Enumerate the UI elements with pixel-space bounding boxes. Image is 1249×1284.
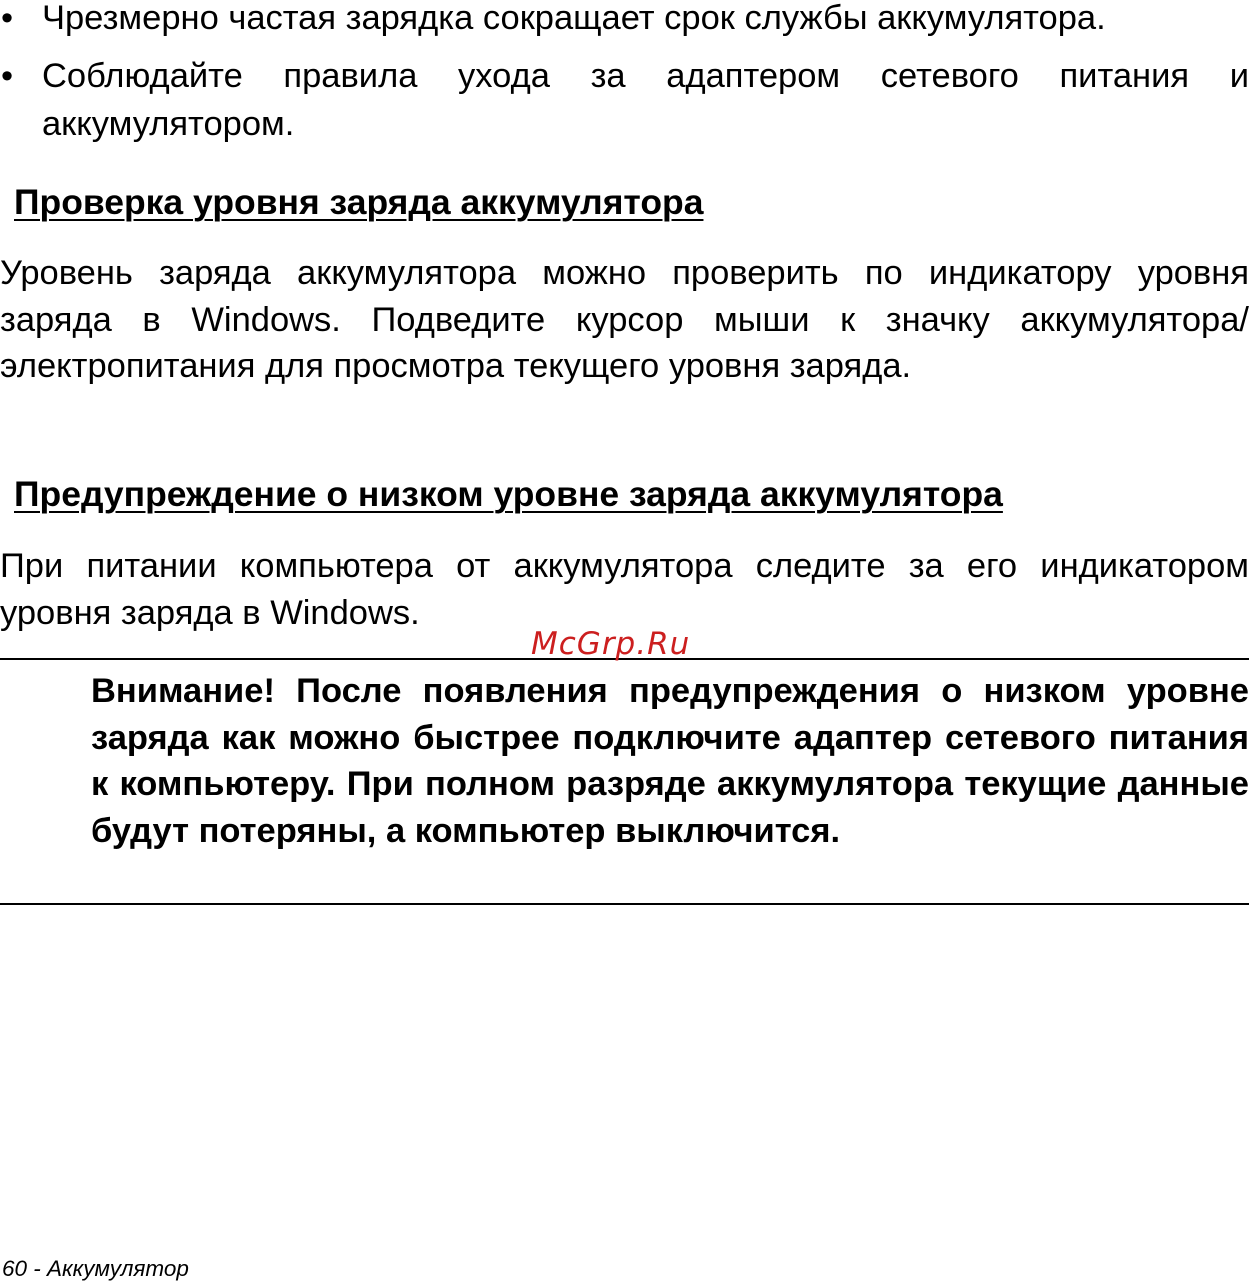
list-item — [0, 52, 1249, 148]
bullet-mark: • — [1, 57, 14, 95]
section-heading-battery-check: Проверка уровня заряда аккумулятора — [14, 182, 704, 222]
list-item — [0, 0, 1249, 42]
section-body-battery-check: Уровень заряда аккумулятора можно проверить по индикатору уровня заряда в Windows. Подведите курсор мыши к значку аккумулятора/электропитания для просмотра текущего уровня заряда. — [0, 254, 1249, 385]
bullet-mark: • — [1, 0, 14, 37]
notice-bottom-divider — [0, 903, 1249, 905]
bullet-text: Соблюдайте правила ухода за адаптером сетевого питания и аккумулятором. — [42, 57, 1249, 143]
section-body-low-battery-warning: При питании компьютера от аккумулятора следите за его индикатором уровня заряда в Windows. — [0, 547, 1249, 632]
bullet-text: Чрезмерно частая зарядка сокращает срок службы аккумулятора. — [42, 0, 1106, 37]
page-footer: 60 - Аккумулятор — [2, 1256, 189, 1281]
section-heading-low-battery-warning: Предупреждение о низком уровне заряда аккумулятора — [14, 474, 1003, 514]
watermark: McGrp.Ru — [531, 626, 691, 662]
warning-notice: Внимание! После появления предупреждения о низком уровне заряда как можно быстрее подключите адаптер сетевого питания к компьютеру. При полном разряде аккумулятора текущие данные будут потеряны, а компьютер выключится. — [91, 672, 1249, 850]
